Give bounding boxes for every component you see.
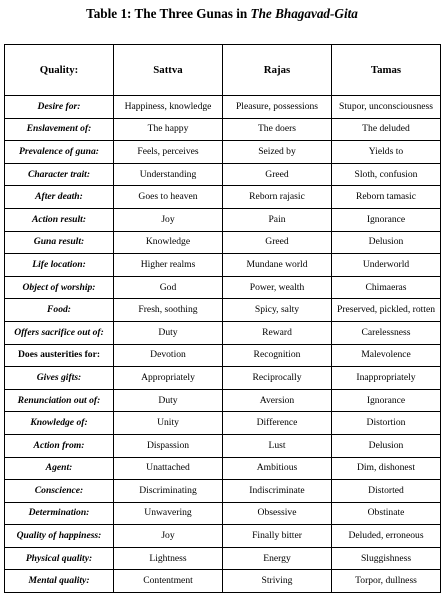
table-title [0,6,444,22]
table-row [5,344,441,367]
cell-quality: Character trait: [5,163,114,186]
table-row [5,141,441,164]
cell-rajas: Aversion [223,389,332,412]
cell-rajas: Reward [223,321,332,344]
cell-rajas: Finally bitter [223,525,332,548]
table-row [5,502,441,525]
cell-tamas: Carelessness [332,321,441,344]
cell-tamas: Reborn tamasic [332,186,441,209]
cell-quality: Gives gifts: [5,367,114,390]
cell-sattva: Joy [114,208,223,231]
table-row [5,457,441,480]
cell-quality: Offers sacrifice out of: [5,321,114,344]
cell-rajas: Recognition [223,344,332,367]
cell-quality: Action from: [5,434,114,457]
cell-tamas: Delusion [332,434,441,457]
table-row [5,525,441,548]
table-row [5,412,441,435]
cell-quality: Action result: [5,208,114,231]
cell-sattva: Understanding [114,163,223,186]
cell-quality: Enslavement of: [5,118,114,141]
table-row [5,434,441,457]
table-row [5,208,441,231]
table-row [5,367,441,390]
cell-tamas: The deluded [332,118,441,141]
cell-sattva: Joy [114,525,223,548]
cell-sattva: Duty [114,321,223,344]
cell-quality: Does austerities for: [5,344,114,367]
cell-rajas: Difference [223,412,332,435]
cell-tamas: Ignorance [332,208,441,231]
cell-sattva: Higher realms [114,254,223,277]
cell-rajas: Ambitious [223,457,332,480]
gunas-table [4,44,441,593]
cell-rajas: Indiscriminate [223,480,332,503]
cell-sattva: Knowledge [114,231,223,254]
table-row [5,163,441,186]
cell-tamas: Delusion [332,231,441,254]
table-row [5,321,441,344]
cell-rajas: Greed [223,163,332,186]
table-row [5,570,441,593]
cell-tamas: Preserved, pickled, rotten [332,299,441,322]
cell-tamas: Yields to [332,141,441,164]
cell-quality: Prevalence of guna: [5,141,114,164]
cell-quality: Life location: [5,254,114,277]
cell-rajas: The doers [223,118,332,141]
cell-quality: Mental quality: [5,570,114,593]
table-row [5,118,441,141]
cell-rajas: Pain [223,208,332,231]
table-row [5,547,441,570]
cell-tamas: Distorted [332,480,441,503]
cell-sattva: Contentment [114,570,223,593]
header-tamas: Tamas [332,45,441,96]
cell-sattva: Fresh, soothing [114,299,223,322]
table-row [5,389,441,412]
cell-quality: Food: [5,299,114,322]
header-row [5,45,441,96]
cell-sattva: The happy [114,118,223,141]
cell-quality: Knowledge of: [5,412,114,435]
table-title-prefix: Table 1: The Three Gunas in [86,6,251,21]
cell-quality: After death: [5,186,114,209]
cell-sattva: Duty [114,389,223,412]
cell-rajas: Lust [223,434,332,457]
cell-rajas: Mundane world [223,254,332,277]
cell-sattva: Lightness [114,547,223,570]
cell-sattva: Unattached [114,457,223,480]
cell-sattva: Dispassion [114,434,223,457]
table-body [5,96,441,593]
cell-rajas: Reborn rajasic [223,186,332,209]
cell-tamas: Ignorance [332,389,441,412]
cell-quality: Desire for: [5,96,114,119]
header-sattva: Sattva [114,45,223,96]
cell-tamas: Stupor, unconsciousness [332,96,441,119]
table-row [5,480,441,503]
cell-quality: Renunciation out of: [5,389,114,412]
table-row [5,276,441,299]
cell-sattva: Discriminating [114,480,223,503]
cell-rajas: Greed [223,231,332,254]
cell-sattva: God [114,276,223,299]
cell-sattva: Unity [114,412,223,435]
cell-quality: Object of worship: [5,276,114,299]
cell-tamas: Deluded, erroneous [332,525,441,548]
cell-quality: Conscience: [5,480,114,503]
cell-tamas: Dim, dishonest [332,457,441,480]
cell-sattva: Appropriately [114,367,223,390]
cell-rajas: Obsessive [223,502,332,525]
header-quality: Quality: [5,45,114,96]
cell-tamas: Distortion [332,412,441,435]
table-row [5,254,441,277]
cell-sattva: Goes to heaven [114,186,223,209]
cell-quality: Agent: [5,457,114,480]
cell-rajas: Reciprocally [223,367,332,390]
cell-quality: Physical quality: [5,547,114,570]
cell-sattva: Happiness, knowledge [114,96,223,119]
table-title-book: The Bhagavad-Gita [250,6,358,21]
cell-tamas: Chimaeras [332,276,441,299]
cell-tamas: Malevolence [332,344,441,367]
cell-rajas: Seized by [223,141,332,164]
cell-rajas: Energy [223,547,332,570]
cell-rajas: Power, wealth [223,276,332,299]
cell-tamas: Obstinate [332,502,441,525]
cell-quality: Guna result: [5,231,114,254]
header-rajas: Rajas [223,45,332,96]
cell-sattva: Unwavering [114,502,223,525]
table-row [5,299,441,322]
cell-tamas: Inappropriately [332,367,441,390]
table-row [5,186,441,209]
cell-tamas: Sloth, confusion [332,163,441,186]
cell-rajas: Spicy, salty [223,299,332,322]
cell-quality: Determination: [5,502,114,525]
cell-rajas: Pleasure, possessions [223,96,332,119]
cell-sattva: Feels, perceives [114,141,223,164]
cell-tamas: Torpor, dullness [332,570,441,593]
cell-tamas: Underworld [332,254,441,277]
table-row [5,96,441,119]
cell-quality: Quality of happiness: [5,525,114,548]
cell-tamas: Sluggishness [332,547,441,570]
cell-rajas: Striving [223,570,332,593]
cell-sattva: Devotion [114,344,223,367]
table-row [5,231,441,254]
